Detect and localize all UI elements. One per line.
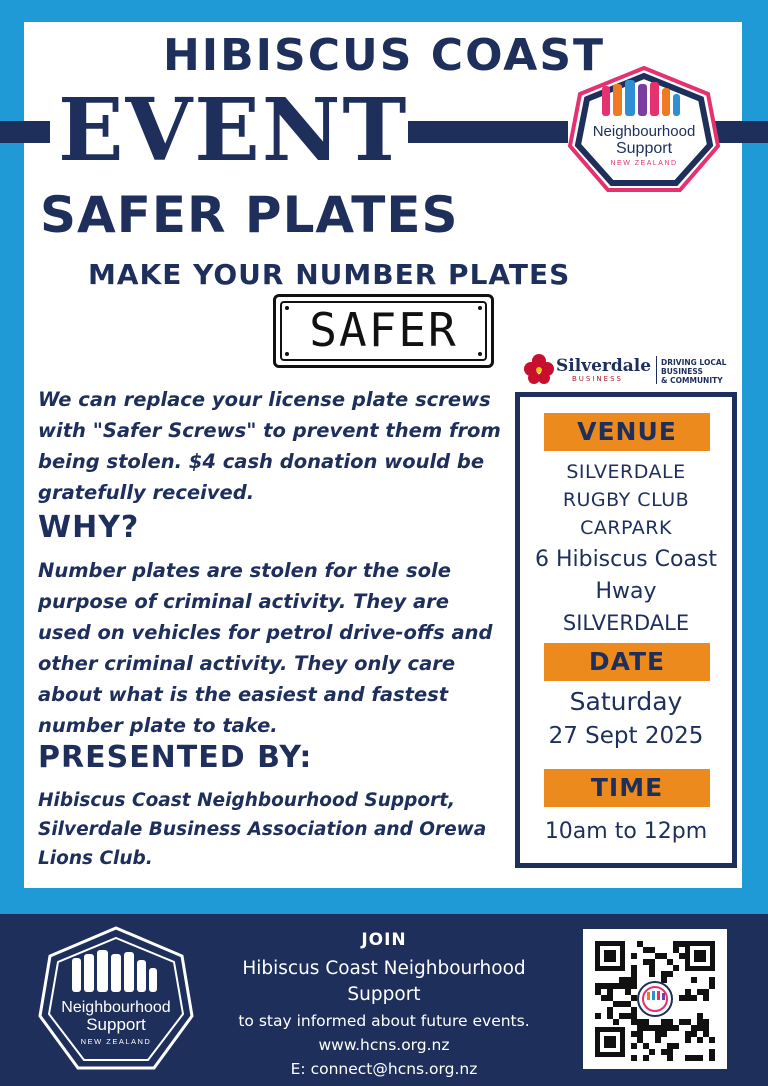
venue-line: Hway <box>595 579 657 604</box>
neighbourhood-support-logo <box>568 66 720 196</box>
poster-title: HIBISCUS COAST <box>162 30 606 81</box>
footer-line: Support <box>347 984 421 1005</box>
logo-line-1: Neighbourhood <box>592 123 696 140</box>
event-tagline: MAKE YOUR NUMBER PLATES <box>88 258 571 291</box>
footer-line: to stay informed about future events. <box>238 1012 530 1030</box>
event-subtitle: SAFER PLATES <box>40 186 459 244</box>
sponsor-sub: BUSINESS <box>572 375 623 383</box>
decorative-bar-left <box>0 121 50 143</box>
logo-line-3: NEW ZEALAND <box>610 160 678 167</box>
footer-email-link[interactable]: E: connect@hcns.org.nz <box>290 1060 478 1078</box>
join-heading: JOIN <box>361 930 407 950</box>
footer-logo-line-3: NEW ZEALAND <box>80 1037 152 1046</box>
logo-line-2: Support <box>615 140 673 157</box>
sponsor-tag-line: BUSINESS <box>661 367 703 376</box>
date-line: Saturday <box>569 687 683 716</box>
venue-label: VENUE <box>544 413 710 451</box>
date-label: DATE <box>544 643 710 681</box>
footer-line: Hibiscus Coast Neighbourhood <box>242 958 526 979</box>
footer-logo-line-2: Support <box>86 1015 146 1034</box>
time-value: 10am to 12pm <box>544 819 708 844</box>
presented-by-heading: PRESENTED BY: <box>38 740 313 775</box>
date-line: 27 Sept 2025 <box>548 723 704 749</box>
time-label: TIME <box>544 769 710 807</box>
sponsor-divider <box>656 356 657 384</box>
decorative-bar-right <box>408 121 568 143</box>
sponsor-tagline <box>661 358 726 385</box>
why-heading: WHY? <box>38 510 140 545</box>
presented-by-paragraph: Hibiscus Coast Neighbourhood Support, Silverdale Business Association and Orewa Lions Club. <box>38 790 487 869</box>
event-heading: EVENT <box>58 80 409 181</box>
intro-paragraph: We can replace your license plate screws with "Safer Screws" to prevent them from being stolen. $4 cash donation would be gratefully received. <box>38 388 501 504</box>
number-plate-graphic <box>273 294 494 368</box>
sponsor-name: Silverdale <box>556 356 652 376</box>
why-paragraph: Number plates are stolen for the sole purpose of criminal activity. They are used on vehicles for petrol drive-offs and other criminal activity. They only care about what is the easiest and fastest number plate to take. <box>38 559 493 737</box>
qr-code[interactable] <box>583 929 727 1069</box>
silverdale-business-logo <box>520 350 730 388</box>
venue-line: SILVERDALE <box>566 461 686 483</box>
sponsor-tag-line: & COMMUNITY <box>661 376 723 385</box>
footer-logo-line-1: Neighbourhood <box>61 999 171 1016</box>
event-info-box <box>515 392 737 868</box>
venue-line: 6 Hibiscus Coast <box>534 547 718 572</box>
venue-line: RUGBY CLUB <box>562 489 690 511</box>
sponsor-tag-line: DRIVING LOCAL <box>661 358 727 367</box>
footer-neighbourhood-logo <box>36 924 196 1074</box>
decorative-bar-far-right <box>713 121 768 143</box>
venue-line: SILVERDALE <box>562 611 690 635</box>
plate-text: SAFER <box>309 303 458 357</box>
footer-website-link[interactable]: www.hcns.org.nz <box>318 1036 450 1054</box>
venue-line: CARPARK <box>580 517 672 539</box>
hibiscus-flower-icon <box>522 352 556 386</box>
